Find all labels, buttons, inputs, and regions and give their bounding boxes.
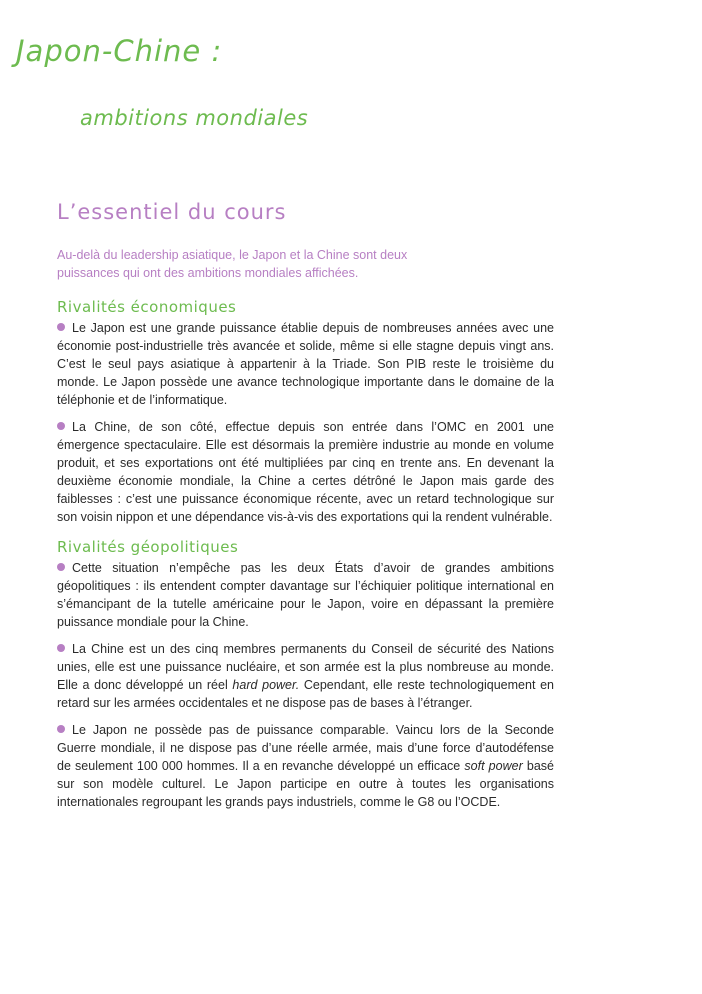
paragraph-text: Cette situation n’empêche pas les deux États d’avoir de grandes ambitions géopolitiques : ils entendent compter davantage sur l’échiquier politique international en s’émancipant de la tutelle américaine pour le Japon, voire en dépassant la première puissance mondiale pour la Chine. — [57, 561, 554, 629]
bullet-icon — [57, 725, 65, 733]
paragraph-text-pre: La Chine est un des cinq membres permanents du Conseil de sécurité des Nations unies, elle est une puissance nucléaire, et son armée est la plus nombreuse au monde. Elle a donc développé un réel — [57, 642, 554, 692]
paragraph-text-pre: Le Japon ne possède pas de puissance comparable. Vaincu lors de la Seconde Guerre mondiale, il ne dispose pas d’une réelle armée, mais d’une force d’autodéfense de seulement 100 000 hommes. Il a en revanche développé un efficace — [57, 723, 554, 773]
paragraph — [57, 559, 554, 631]
essentiel-heading: L’essentiel du cours — [57, 200, 287, 224]
chapter-subtitle: ambitions mondiales — [80, 106, 309, 130]
section-heading-geopolitiques: Rivalités géopolitiques — [57, 538, 239, 556]
bullet-icon — [57, 644, 65, 652]
paragraph — [57, 418, 554, 526]
bullet-icon — [57, 563, 65, 571]
paragraph-text: La Chine, de son côté, effectue depuis son entrée dans l’OMC en 2001 une émergence spectaculaire. Elle est désormais la première industrie au monde en volume produit, et ses exportations ont été multipliées par cinq en trente ans. En devenant la deuxième économie mondiale, la Chine a certes détrôné le Japon mais garde des faiblesses : c’est une puissance économique récente, avec un retard technologique sur son voisin nippon et une dépendance vis-à-vis des exportations qui la rendent vulnérable. — [57, 420, 554, 524]
section-heading-economiques: Rivalités économiques — [57, 298, 237, 316]
emphasis-hard-power: hard power. — [232, 678, 300, 692]
paragraph — [57, 721, 554, 811]
paragraph-text-post: Cependant, elle reste technologiquement en retard sur les armées occidentales et ne dispose pas de bases à l’étranger. — [57, 678, 555, 710]
paragraph-text: Le Japon est une grande puissance établie depuis de nombreuses années avec une économie post-industrielle très avancée et solide, même si elle stagne depuis vingt ans. C’est le seul pays asiatique à appartenir à la Triade. Son PIB reste le troisième du monde. Le Japon possède une avance technologique importante dans le domaine de la téléphonie et de l’informatique. — [57, 321, 554, 407]
emphasis-soft-power: soft power — [464, 759, 523, 773]
bullet-icon — [57, 422, 65, 430]
bullet-icon — [57, 323, 65, 331]
chapter-title: Japon-Chine : — [16, 34, 223, 68]
content — [57, 200, 554, 820]
intro-text: Au-delà du leadership asiatique, le Japon et la Chine sont deux puissances qui ont des ambitions mondiales affichées. — [57, 248, 408, 280]
paragraph — [57, 640, 554, 712]
paragraph-text-post: basé sur son modèle culturel. Le Japon participe en outre à toutes les organisations internationales regroupant les grands pays industriels, comme le G8 ou l’OCDE. — [57, 759, 554, 809]
paragraph — [57, 319, 554, 409]
